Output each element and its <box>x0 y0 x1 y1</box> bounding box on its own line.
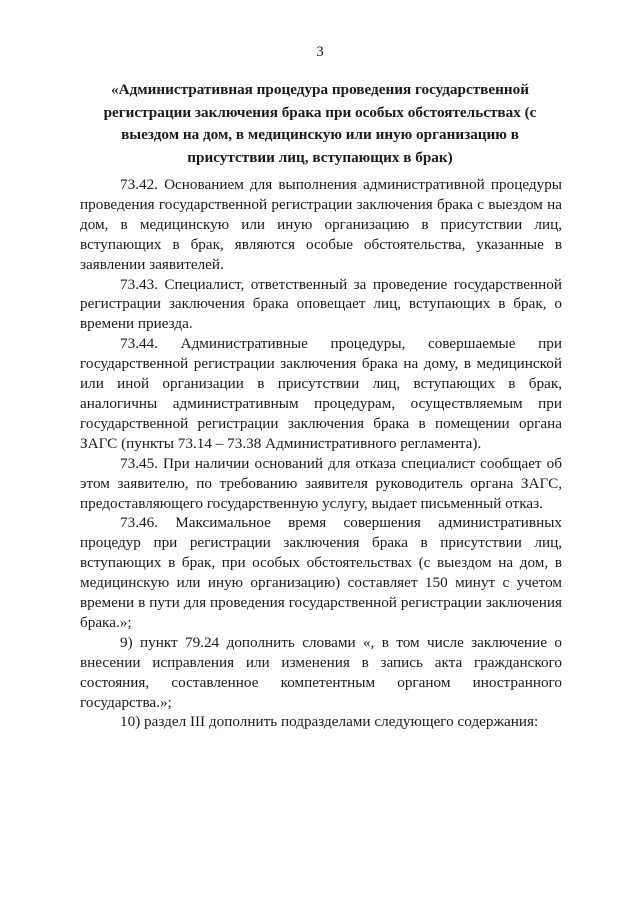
page-number: 3 <box>316 44 324 60</box>
paragraph-73-45: 73.45. При наличии оснований для отказа специалист сообщает об этом заявителю, по требованию заявителя руководитель органа ЗАГС, предоставляющего государственную услугу, выдает письменный отказ. <box>80 454 562 512</box>
paragraph-73-44: 73.44. Административные процедуры, совершаемые при государственной регистрации заключения брака на дому, в медицинской или иной организации в присутствии лиц, вступающих в брак, аналогичны административным процедурам, осуществляемым при государственной регистрации заключения брака в помещении органа ЗАГС (пункты 73.14 – 73.38 Административного регламента). <box>80 335 562 452</box>
paragraph-item-9: 9) пункт 79.24 дополнить словами «, в том числе заключение о внесении исправления или изменения в запись акта гражданского состояния, составленное компетентным органом иностранного государства.»; <box>80 633 562 711</box>
paragraph-73-46: 73.46. Максимальное время совершения административных процедур при регистрации заключения брака в присутствии лиц, вступающих в брак, при особых обстоятельствах (с выездом на дом, в медицинскую или иную организацию) составляет 150 минут с учетом времени в пути для проведения государственной регистрации заключения брака.»; <box>80 514 562 631</box>
paragraph-73-43: 73.43. Специалист, ответственный за проведение государственной регистрации заключения брака оповещает лиц, вступающих в брак, о времени приезда. <box>80 275 562 333</box>
paragraph-73-42: 73.42. Основанием для выполнения административной процедуры проведения государственной регистрации заключения брака с выездом на дом, в медицинскую или иную организацию в присутствии лиц, вступающих в брак, являются особые обстоятельства, указанные в заявлении заявителей. <box>80 176 562 273</box>
paragraph-item-10: 10) раздел III дополнить подразделами следующего содержания: <box>120 713 539 731</box>
document-body <box>80 175 562 732</box>
section-title: «Административная процедура проведения государственной регистрации заключения брака при особых обстоятельствах (с выездом на дом, в медицинскую или иную организацию в присутствии лиц, вступающих в брак) <box>103 81 537 166</box>
